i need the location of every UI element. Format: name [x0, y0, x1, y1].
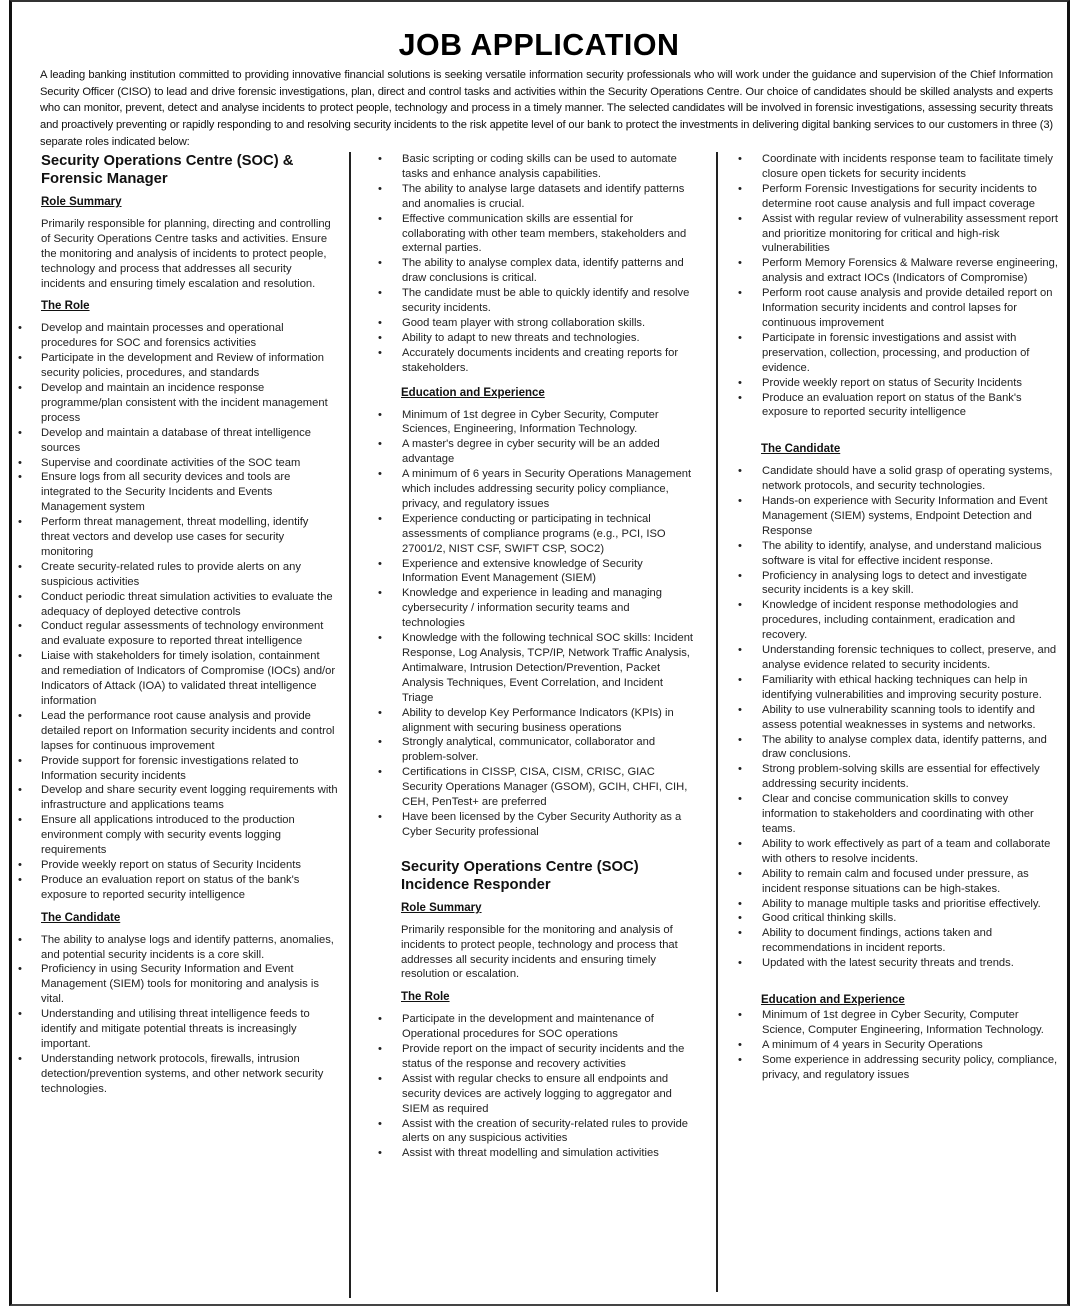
list-item-text: The ability to analyse large datasets and identify patterns and anomalies is crucial. — [402, 182, 685, 210]
the-role-heading: The Role — [41, 300, 90, 313]
list-item — [18, 381, 338, 426]
list-item — [738, 643, 1058, 673]
list-item-text: Good critical thinking skills. — [762, 912, 897, 925]
bullet-icon: • — [18, 560, 22, 573]
education-heading: Education and Experience — [761, 994, 905, 1007]
list-item — [18, 783, 338, 813]
list-item-text: Develop and share security event logging requirements with infrastructure and applications teams — [41, 784, 338, 812]
bullet-icon: • — [738, 599, 742, 612]
list-item-text: Experience conducting or participating in technical assessments of compliance programs (e.g., PCI, ISO 27001/2, NIST CSF, SWIFT CSP, SOC2) — [402, 512, 666, 555]
job-title-soc-forensic-manager: Security Operations Centre (SOC) & Forensic Manager — [41, 153, 294, 187]
bullet-icon: • — [378, 331, 382, 344]
list-item-text: Lead the performance root cause analysis and provide detailed report on Information security incidents and control lapses for continuous improvement — [41, 709, 335, 752]
bullet-icon: • — [18, 456, 22, 469]
bullet-icon: • — [378, 706, 382, 719]
list-item-text: Provide support for forensic investigations related to Information security incidents — [41, 754, 299, 782]
list-item — [738, 376, 1058, 391]
bullet-icon: • — [738, 465, 742, 478]
list-item — [738, 733, 1058, 763]
list-item-text: Provide report on the impact of security incidents and the status of the response and recovery activities — [402, 1043, 685, 1070]
list-item — [738, 152, 1058, 182]
bullet-icon: • — [378, 736, 382, 749]
list-item — [738, 494, 1058, 539]
list-item-text: Minimum of 1st degree in Cyber Security, Computer Science, Computer Engineering, Information Technology. — [762, 1008, 1044, 1036]
list-item-text: Ability to develop Key Performance Indicators (KPIs) in alignment with securing business operations — [402, 706, 674, 734]
list-item — [738, 598, 1058, 643]
list-item-text: Have been licensed by the Cyber Security Authority as a Cyber Security professional — [402, 810, 682, 838]
list-item — [738, 331, 1058, 376]
list-item — [18, 560, 338, 590]
bullet-icon: • — [378, 438, 382, 451]
list-item — [18, 962, 338, 1007]
list-item — [378, 512, 694, 557]
bullet-icon: • — [378, 512, 382, 525]
bullet-icon: • — [18, 381, 22, 394]
bullet-icon: • — [18, 858, 22, 871]
bullet-icon: • — [378, 408, 382, 421]
bullet-icon: • — [738, 957, 742, 970]
list-item — [18, 1052, 338, 1097]
list-item — [378, 810, 694, 840]
bullet-icon: • — [738, 153, 742, 165]
bullet-icon: • — [738, 673, 742, 686]
list-item — [378, 1042, 694, 1072]
bullet-icon: • — [378, 316, 382, 329]
the-role-heading: The Role — [401, 991, 450, 1004]
list-item — [738, 212, 1058, 257]
list-item — [18, 858, 338, 873]
list-item-text: Accurately documents incidents and creating reports for stakeholders. — [402, 346, 679, 374]
list-item — [738, 1008, 1058, 1038]
list-item-text: Ability to remain calm and focused under pressure, as incident response situations can be high-stakes. — [762, 867, 1029, 895]
bullet-icon: • — [738, 1008, 742, 1021]
list-item — [738, 286, 1058, 331]
list-item-text: Proficiency in analysing logs to detect and investigate security incidents is a key skill. — [762, 569, 1027, 597]
list-item-text: The ability to identify, analyse, and understand malicious software is vital for effective incident response. — [762, 539, 1042, 567]
list-item-text: Ability to manage multiple tasks and prioritise effectively. — [762, 897, 1041, 910]
bullet-icon: • — [738, 331, 742, 344]
list-item-text: Understanding network protocols, firewalls, intrusion detection/prevention systems, and other network security technologies. — [41, 1052, 324, 1095]
list-item-text: Proficiency in using Security Information and Event Management (SIEM) tools for monitoring and analysis is vital. — [41, 963, 319, 1006]
role-summary-heading: Role Summary — [41, 196, 122, 208]
list-item-text: Conduct regular assessments of technology environment and evaluate exposure to reported threat intelligence — [41, 620, 324, 648]
bullet-icon: • — [738, 733, 742, 746]
list-item — [18, 619, 338, 649]
list-item-text: Assist with regular review of vulnerability assessment report and prioritize monitoring for critical and high-risk vulnerabilities — [762, 212, 1058, 255]
list-item-text: Perform root cause analysis and provide detailed report on Information security incidents and control lapses for continuous improvement — [762, 287, 1053, 329]
list-item — [378, 735, 694, 765]
bullet-icon: • — [18, 590, 22, 603]
list-item-text: Participate in the development and Review of information security policies, procedures, and standards — [41, 352, 324, 380]
bullet-icon: • — [738, 763, 742, 776]
bullet-icon: • — [378, 287, 382, 300]
bullet-icon: • — [378, 766, 382, 779]
list-item-text: Liaise with stakeholders for timely isolation, containment and remediation of Indicators of Compromise (IOCs) and/or Indicators of Attack (IOA) to validated threat intelligence information — [41, 650, 336, 707]
list-item — [18, 873, 338, 903]
list-item — [378, 152, 694, 182]
list-item — [378, 1012, 694, 1042]
list-item-text: Knowledge and experience in leading and managing cybersecurity / information security teams and technologies — [402, 587, 662, 630]
bullet-icon: • — [18, 1008, 22, 1021]
list-item-text: Coordinate with incidents response team to facilitate timely closure open tickets for security incidents — [762, 153, 1054, 180]
list-item-text: Understanding and utilising threat intelligence feeds to identify and mitigate potential threats is increasingly important. — [41, 1008, 310, 1050]
bullet-icon: • — [18, 352, 22, 365]
column-2 — [378, 152, 694, 1169]
list-item — [378, 331, 694, 346]
candidate-heading: The Candidate — [41, 911, 121, 924]
list-item-text: Supervise and coordinate activities of the SOC team — [41, 456, 301, 469]
list-item-text: Updated with the latest security threats and trends. — [762, 957, 1014, 970]
bullet-icon: • — [738, 837, 742, 850]
list-item — [738, 391, 1058, 421]
bullet-icon: • — [738, 793, 742, 806]
list-item — [378, 557, 694, 587]
role-duties-list — [18, 321, 338, 902]
list-item-text: Ability to adapt to new threats and technologies. — [402, 331, 640, 344]
education-list — [738, 1008, 1058, 1083]
list-item-text: A minimum of 6 years in Security Operations Management which includes addressing security policy compliance, privacy, and regulatory issues — [402, 468, 692, 510]
bullet-icon: • — [18, 784, 22, 797]
list-item — [378, 706, 694, 736]
list-item-text: Participate in the development and maintenance of Operational procedures for SOC operations — [402, 1013, 654, 1041]
bullet-icon: • — [738, 376, 742, 389]
list-item — [18, 754, 338, 784]
role-summary-text: Primarily responsible for planning, directing and controlling of Security Operations Centre tasks and activities. Ensure the monitoring and analysis of incidents to protect people, technology and process that addresses all security incidents and ensuring timely escalation and resolution. — [41, 217, 331, 290]
list-item-text: Develop and maintain a database of threat intelligence sources — [41, 426, 311, 454]
list-item-text: Experience and extensive knowledge of Security Information Event Management (SIEM) — [402, 557, 643, 585]
list-item-text: Create security-related rules to provide alerts on any suspicious activities — [41, 560, 301, 588]
list-item-text: The candidate must be able to quickly identify and resolve security incidents. — [402, 287, 690, 315]
list-item-text: Ability to document findings, actions taken and recommendations in incident reports. — [762, 927, 993, 955]
bullet-icon: • — [738, 912, 742, 925]
bullet-icon: • — [738, 644, 742, 657]
list-item-text: Effective communication skills are essential for collaborating with other team members, stakeholders and external parties. — [402, 212, 687, 255]
bullet-icon: • — [378, 587, 382, 600]
bullet-icon: • — [378, 212, 382, 225]
bullet-icon: • — [18, 814, 22, 827]
list-item-text: Provide weekly report on status of Security Incidents — [762, 376, 1022, 389]
list-item — [18, 813, 338, 858]
bullet-icon: • — [738, 539, 742, 552]
list-item-text: Produce an evaluation report on status of the Bank's exposure to reported security intelligence — [762, 391, 1022, 419]
list-item-text: Strong problem-solving skills are essential for effectively addressing security incidents. — [762, 763, 1040, 791]
list-item — [18, 351, 338, 381]
list-item-text: Perform Memory Forensics & Malware reverse engineering, analysis and extract IOCs (Indicators of Compromise) — [762, 257, 1058, 285]
list-item-text: Basic scripting or coding skills can be used to automate tasks and enhance analysis capabilities. — [402, 153, 677, 180]
list-item-text: Certifications in CISSP, CISA, CISM, CRISC, GIAC Security Operations Manager (GSOM), GCIH, CHFI, CIH, CEH, PenTest+ are preferred — [402, 766, 688, 809]
bullet-icon: • — [378, 182, 382, 195]
list-item — [18, 321, 338, 351]
list-item-text: Provide weekly report on status of Security Incidents — [41, 858, 301, 871]
list-item-text: Perform threat management, threat modelling, identify threat vectors and develop use cases for security monitoring — [41, 516, 309, 558]
list-item — [378, 212, 694, 257]
list-item-text: Familiarity with ethical hacking techniques can help in identifying vulnerabilities and improving security posture. — [762, 673, 1042, 701]
list-item — [378, 467, 694, 512]
bullet-icon: • — [738, 212, 742, 225]
list-item — [18, 933, 338, 963]
list-item — [378, 346, 694, 376]
column-1 — [18, 152, 338, 1105]
list-item-text: Some experience in addressing security policy, compliance, privacy, and regulatory issues — [762, 1053, 1058, 1081]
list-item-text: The ability to analyse complex data, identify patterns, and draw conclusions. — [762, 733, 1047, 761]
list-item — [738, 762, 1058, 792]
list-item-text: Knowledge of incident response methodologies and procedures, including containment, eradication and recovery. — [762, 599, 1019, 642]
list-item-text: Develop and maintain an incidence response programme/plan consistent with the incident management process — [41, 381, 328, 424]
bullet-icon: • — [18, 933, 22, 946]
list-item-text: Assist with regular checks to ensure all endpoints and security devices are actively logging to aggregator and SIEM as required — [402, 1072, 672, 1115]
bullet-icon: • — [738, 287, 742, 300]
bullet-icon: • — [738, 495, 742, 508]
list-item-text: Ensure logs from all security devices and tools are integrated to the Security Incidents and Events Management system — [41, 471, 291, 514]
bullet-icon: • — [738, 182, 742, 195]
list-item — [738, 956, 1058, 971]
candidate-requirements-list-continued — [378, 152, 694, 376]
bullet-icon: • — [738, 703, 742, 716]
candidate-heading: The Candidate — [761, 443, 841, 456]
list-item — [738, 926, 1058, 956]
bullet-icon: • — [378, 346, 382, 359]
list-item — [378, 586, 694, 631]
candidate-requirements-list — [738, 464, 1058, 971]
list-item-text: Conduct periodic threat simulation activities to evaluate the adequacy of deployed detective controls — [41, 590, 333, 618]
list-item — [378, 182, 694, 212]
column-divider — [349, 152, 351, 1298]
list-item — [18, 470, 338, 515]
education-list — [378, 408, 694, 840]
list-item — [738, 1053, 1058, 1083]
bullet-icon: • — [18, 1052, 22, 1065]
list-item-text: Ability to use vulnerability scanning tools to identify and assess potential weaknesses in systems and networks. — [762, 703, 1036, 731]
list-item-text: The ability to analyse complex data, identify patterns and draw conclusions is critical. — [402, 257, 684, 285]
list-item — [378, 408, 694, 438]
bullet-icon: • — [738, 1053, 742, 1066]
bullet-icon: • — [18, 426, 22, 439]
list-item-text: A master's degree in cyber security will be an added advantage — [402, 438, 660, 466]
list-item — [738, 897, 1058, 912]
list-item-text: Assist with the creation of security-related rules to provide alerts on any suspicious activities — [402, 1117, 689, 1145]
list-item-text: Hands-on experience with Security Information and Event Management (SIEM) systems, Endpoint Detection and Response — [762, 495, 1048, 537]
bullet-icon: • — [378, 1147, 382, 1160]
list-item — [378, 631, 694, 706]
bullet-icon: • — [18, 709, 22, 722]
list-item — [738, 911, 1058, 926]
intro-paragraph: A leading banking institution committed to providing innovative financial solutions is seeking versatile information security professionals who will work under the guidance and supervision of the Chief Information Security Officer (CISO) to lead and drive forensic investigations, plan, direct and control tasks and activities within the Security Operations Centre. Our choice of candidates should be skilled analysts and experts who can monitor, prevent, detect and analyse incidents to protect people, technology and process in a timely manner. The selected candidates will be involved in forensic investigations, assessing security threats and proactively preventing or rapidly responding to and resolving security incidents to the risk appetite level of our bank to protect the investments in delivering digital banking services to our customers in three (3) separate roles indicated below: — [40, 69, 1053, 148]
bullet-icon: • — [378, 557, 382, 570]
list-item — [378, 256, 694, 286]
bullet-icon: • — [18, 322, 22, 335]
bullet-icon: • — [738, 927, 742, 940]
list-item-text: Perform Forensic Investigations for security incidents to determine root cause analysis and full impact coverage — [762, 182, 1037, 210]
list-item-text: Candidate should have a solid grasp of operating systems, network protocols, and security technologies. — [762, 465, 1053, 493]
bullet-icon: • — [18, 963, 22, 976]
list-item-text: Understanding forensic techniques to collect, preserve, and analyse evidence related to security incidents. — [762, 644, 1057, 671]
list-item — [738, 256, 1058, 286]
list-item — [18, 709, 338, 754]
job-title-soc-incidence-responder: Security Operations Centre (SOC) Incidence Responder — [401, 858, 639, 893]
list-item-text: Strongly analytical, communicator, collaborator and problem-solver. — [402, 736, 656, 764]
role-summary-heading: Role Summary — [401, 901, 482, 914]
bullet-icon: • — [18, 873, 22, 886]
bullet-icon: • — [378, 632, 382, 645]
list-item-text: Develop and maintain processes and operational procedures for SOC and forensics activities — [41, 322, 284, 350]
bullet-icon: • — [378, 468, 382, 481]
bullet-icon: • — [18, 516, 22, 529]
list-item — [738, 464, 1058, 494]
list-item — [18, 649, 338, 709]
bullet-icon: • — [738, 569, 742, 582]
list-item-text: A minimum of 4 years in Security Operations — [762, 1038, 983, 1051]
bullet-icon: • — [738, 257, 742, 270]
list-item — [378, 1072, 694, 1117]
list-item-text: The ability to analyse logs and identify patterns, anomalies, and potential security incidents is a core skill. — [41, 933, 334, 961]
list-item — [738, 673, 1058, 703]
list-item-text: Participate in forensic investigations and assist with preservation, collection, processing, and production of evidence. — [762, 331, 1030, 374]
list-item — [18, 1007, 338, 1052]
role-summary-text: Primarily responsible for the monitoring and analysis of incidents to protect people, technology and process that addresses all security incidents and ensuring timely resolution or escalation. — [401, 923, 678, 981]
bullet-icon: • — [738, 867, 742, 880]
bullet-icon: • — [378, 1117, 382, 1130]
list-item — [738, 837, 1058, 867]
list-item — [738, 539, 1058, 569]
bullet-icon: • — [738, 1038, 742, 1051]
list-item — [18, 426, 338, 456]
page-title: JOB APPLICATION — [398, 26, 680, 62]
role-duties-list-continued — [738, 152, 1058, 420]
candidate-requirements-list — [18, 933, 338, 1097]
list-item-text: Ability to work effectively as part of a team and collaborate with others to resolve incidents. — [762, 837, 1051, 865]
list-item — [738, 703, 1058, 733]
column-3 — [738, 152, 1058, 1090]
role-duties-list — [378, 1012, 694, 1161]
bullet-icon: • — [378, 810, 382, 823]
list-item-text: Knowledge with the following technical SOC skills: Incident Response, Log Analysis, TCP/IP, Network Traffic Analysis, Antimalware, Intrusion Detection/Prevention, Packet Analysis Techniques, Event Correlation, and Incident Triage — [402, 632, 694, 704]
list-item — [18, 590, 338, 620]
bullet-icon: • — [378, 153, 382, 165]
list-item-text: Clear and concise communication skills to convey information to stakeholders and coordinating with other teams. — [762, 793, 1034, 835]
list-item-text: Assist with threat modelling and simulation activities — [402, 1147, 659, 1160]
bullet-icon: • — [738, 897, 742, 910]
list-item-text: Minimum of 1st degree in Cyber Security, Computer Sciences, Engineering, Information Technology. — [402, 408, 659, 436]
bullet-icon: • — [18, 471, 22, 484]
list-item — [738, 1038, 1058, 1053]
bullet-icon: • — [18, 650, 22, 663]
list-item — [738, 867, 1058, 897]
bullet-icon: • — [18, 620, 22, 633]
bullet-icon: • — [378, 1013, 382, 1026]
list-item — [378, 286, 694, 316]
bullet-icon: • — [738, 391, 742, 404]
bullet-icon: • — [378, 1043, 382, 1056]
bullet-icon: • — [378, 1072, 382, 1085]
list-item — [378, 316, 694, 331]
list-item-text: Produce an evaluation report on status of the bank's exposure to reported security intelligence — [41, 873, 300, 901]
list-item — [18, 456, 338, 471]
bullet-icon: • — [378, 257, 382, 270]
list-item — [738, 792, 1058, 837]
bullet-icon: • — [18, 754, 22, 767]
list-item — [378, 1146, 694, 1161]
list-item-text: Good team player with strong collaboration skills. — [402, 316, 646, 329]
education-heading: Education and Experience — [401, 386, 545, 399]
list-item — [378, 765, 694, 810]
list-item — [738, 182, 1058, 212]
list-item-text: Ensure all applications introduced to the production environment comply with security events logging requirements — [41, 814, 295, 857]
list-item — [738, 569, 1058, 599]
column-divider — [716, 152, 718, 1292]
list-item — [18, 515, 338, 560]
list-item — [378, 437, 694, 467]
list-item — [378, 1117, 694, 1147]
